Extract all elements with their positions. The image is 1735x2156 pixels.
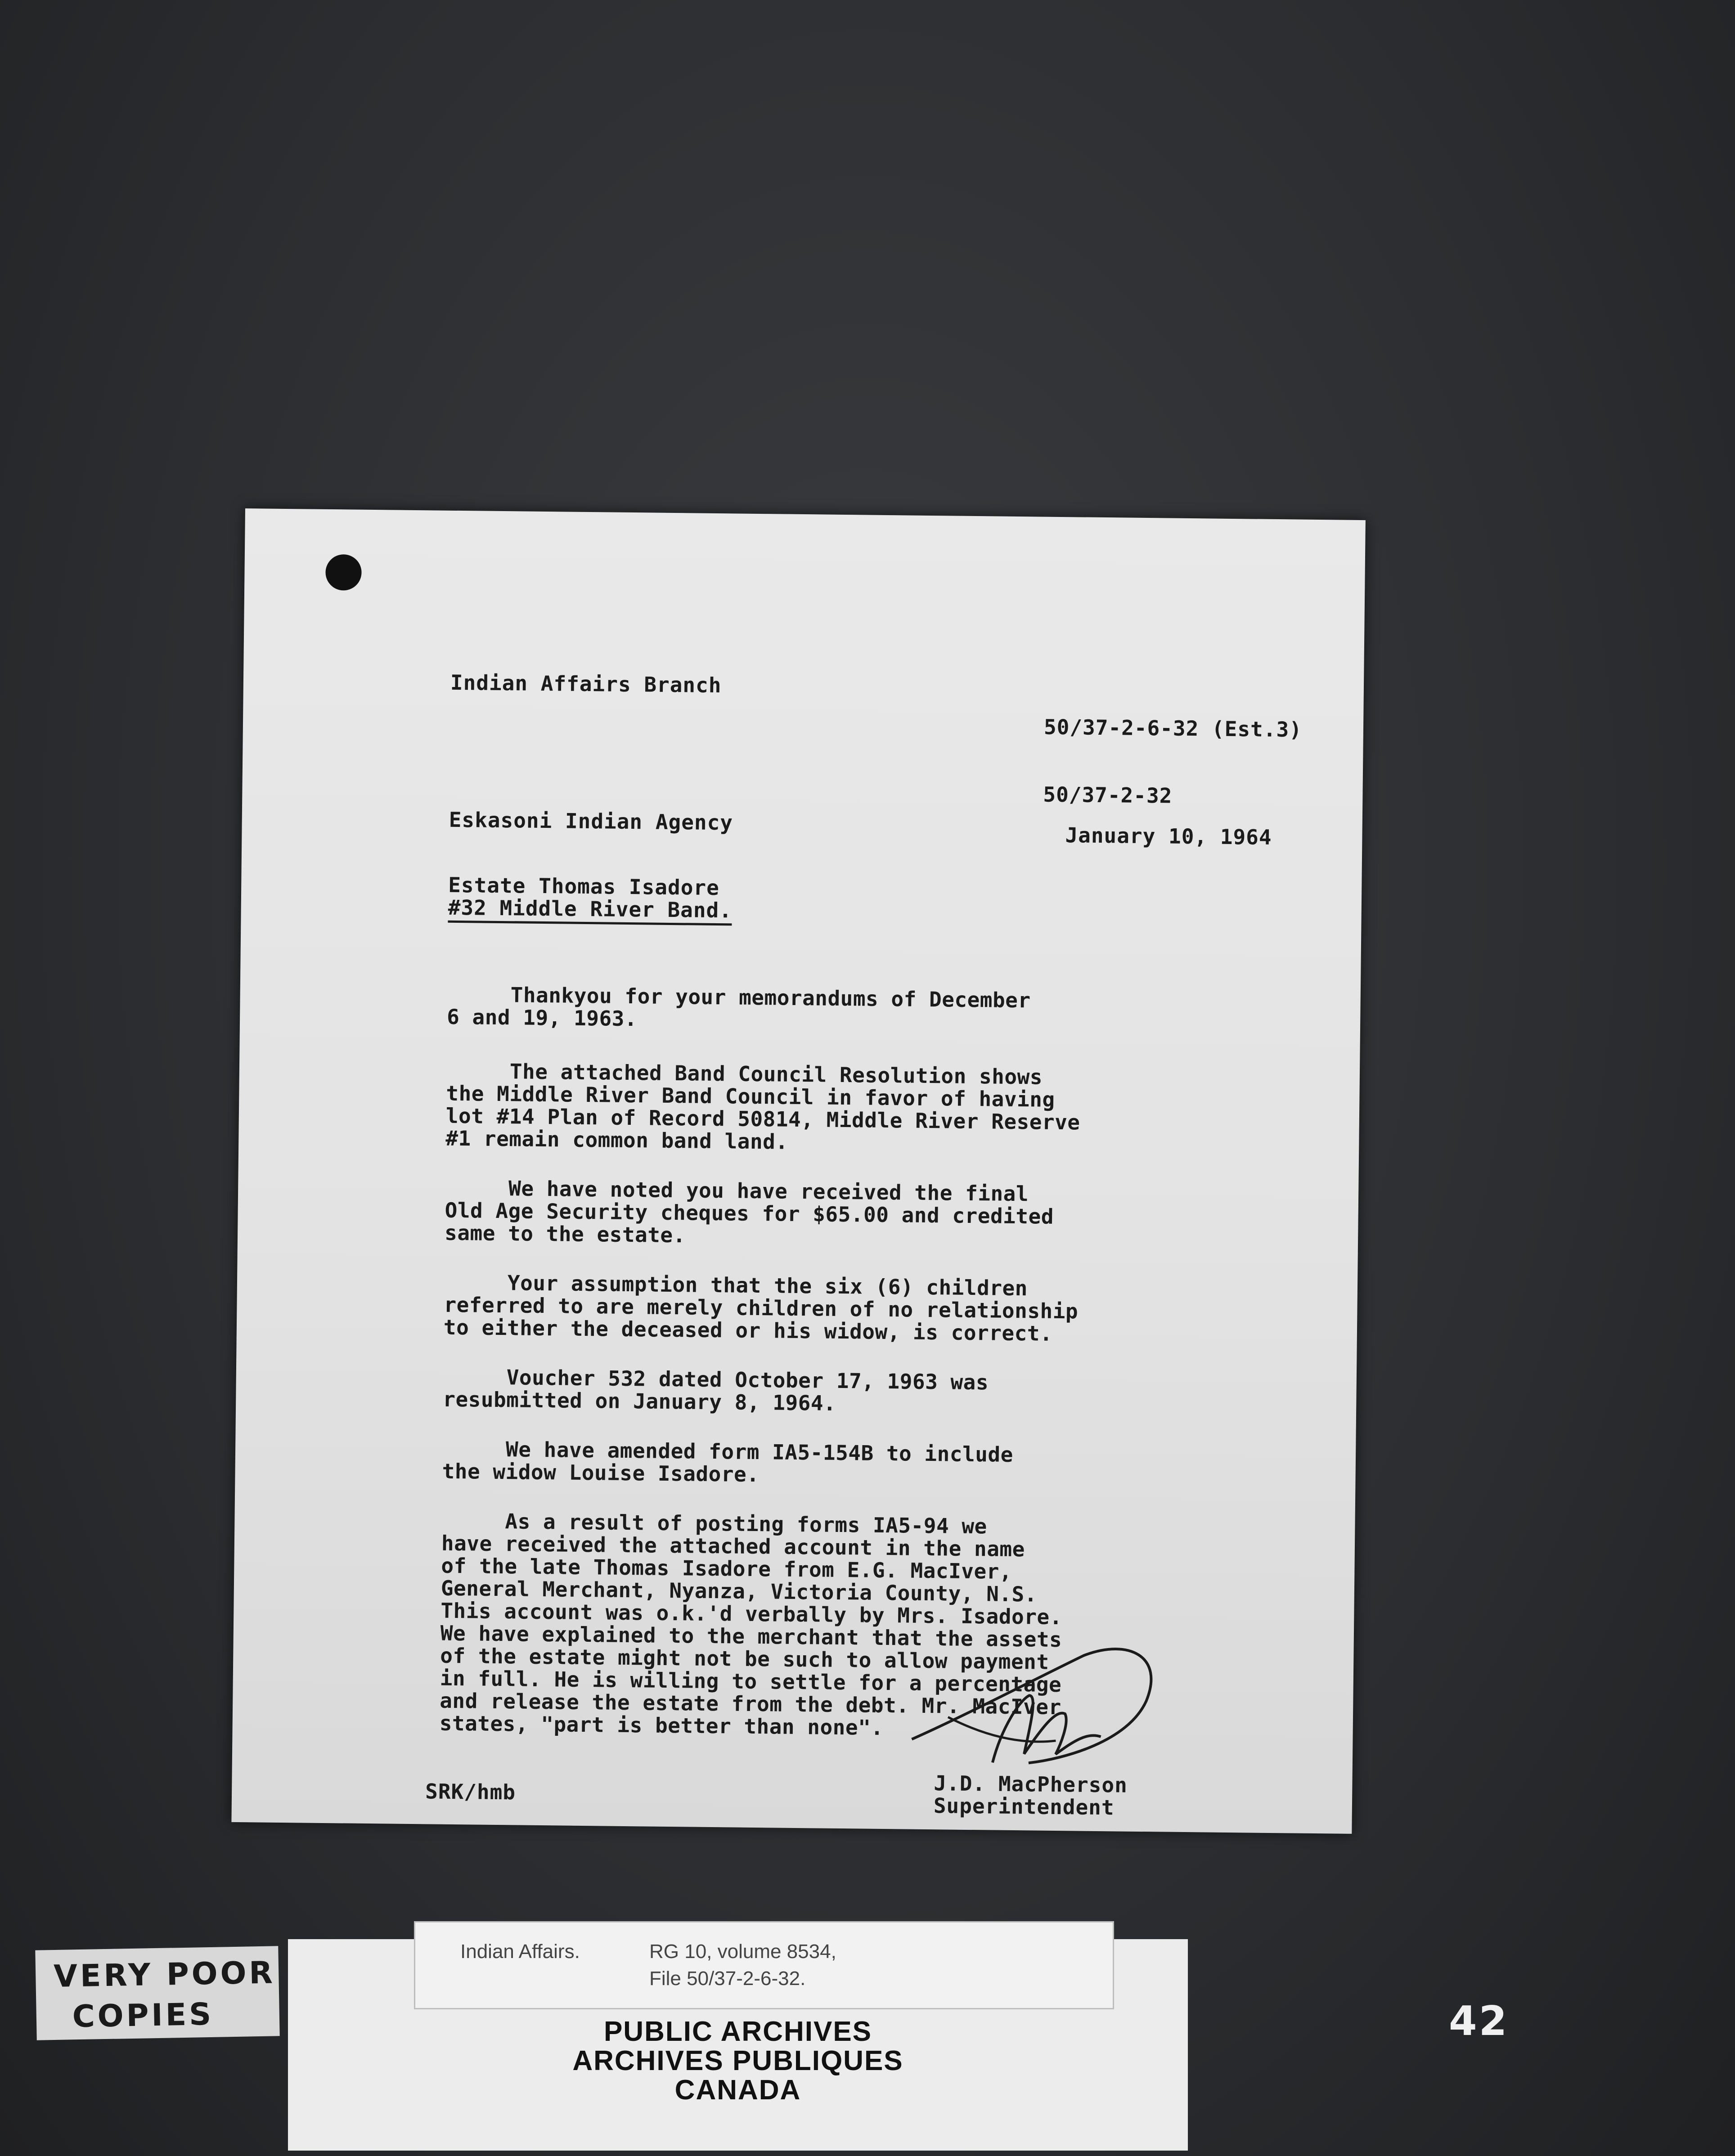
signer-name: J.D. MacPherson (934, 1771, 1128, 1797)
handwritten-note-line-2: COPIES (72, 1996, 214, 2035)
archive-title-line-1: PUBLIC ARCHIVES (603, 2016, 872, 2047)
subject-line-1: Estate Thomas Isadore (448, 872, 720, 900)
handwritten-note-card (35, 1946, 279, 2040)
paragraph-4: Your assumption that the six (6) children referred to are merely children of no relationship to either the deceased or his widow, is correct. (443, 1270, 1079, 1346)
handwritten-signature (894, 1626, 1174, 1773)
subject-line-2: #32 Middle River Band. (448, 895, 732, 926)
typist-initials: SRK/hmb (425, 1779, 516, 1805)
signer-title: Superintendent (933, 1793, 1115, 1820)
archive-reference-line-2: File 50/37-2-6-32. (649, 1967, 806, 1990)
letter-page (231, 508, 1365, 1834)
paragraph-7: As a result of posting forms IA5-94 we have received the attached account in the name of the late Thomas Isadore from E.G. MacIver, General Merchant, Nyanza, Victoria County, N.S. This account was o.k.'d verbally by Mrs. Isadore. We have explained to the merchant that the assets of the estate might not be such to allow payment in full. He is willing to settle for a percentage and release the estate from the debt. Mr. MacIver states, "part is better than none". (439, 1508, 1063, 1740)
archive-reference-line-1: RG 10, volume 8534, (649, 1940, 836, 1963)
archive-title-line-2: ARCHIVES PUBLIQUES (572, 2045, 903, 2076)
paragraph-2: The attached Band Council Resolution shows the Middle River Band Council in favor of having lot #14 Plan of Record 50814, Middle River Reserve #1 remain common band land. (445, 1058, 1080, 1154)
paragraph-1: Thankyou for your memorandums of December 6 and 19, 1963. (446, 982, 1031, 1031)
archive-collection: Indian Affairs. (460, 1940, 580, 1963)
archive-reference-tab (414, 1921, 1114, 2009)
file-reference-2: 50/37-2-32 (1043, 782, 1173, 808)
handwritten-note-line-1: VERY POOR (53, 1955, 276, 1995)
frame-number: 42 (1449, 1998, 1509, 2045)
paragraph-5: Voucher 532 dated October 17, 1963 was resubmitted on January 8, 1964. (443, 1364, 989, 1415)
recipient-agency: Eskasoni Indian Agency (449, 807, 733, 835)
archive-title-line-3: CANADA (674, 2075, 801, 2106)
paragraph-6: We have amended form IA5-154B to include the widow Louise Isadore. (442, 1436, 1014, 1487)
letter-date: January 10, 1964 (1065, 823, 1272, 849)
paragraph-3: We have noted you have received the final Old Age Security cheques for $65.00 and credited same to the estate. (444, 1175, 1054, 1248)
punch-hole (325, 554, 362, 591)
file-reference-1: 50/37-2-6-32 (Est.3) (1043, 714, 1303, 742)
header-branch: Indian Affairs Branch (450, 670, 722, 698)
